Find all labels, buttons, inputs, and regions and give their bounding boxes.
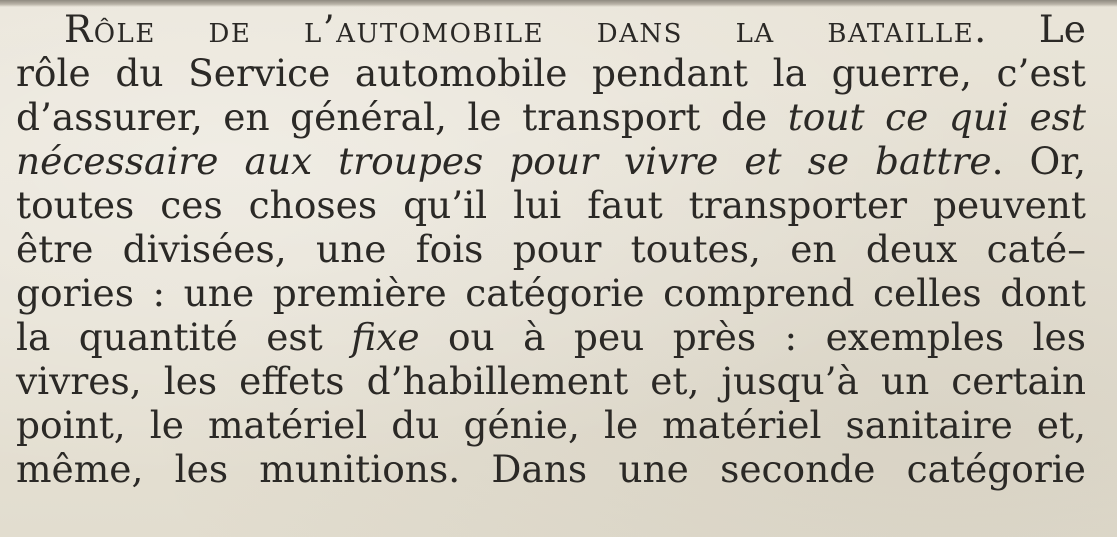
italic-segment: nécessaire aux troupes pour vivre et se battre (16, 139, 992, 183)
text-line-8 (16, 315, 1086, 359)
text-segment: toutes ces choses qu’il lui faut transporter peuvent (16, 183, 1086, 227)
text-segment: Le (987, 7, 1086, 51)
text-segment: la quantité est (16, 315, 352, 359)
text-line-6 (16, 227, 1086, 271)
text-segment: même, les munitions. Dans une seconde catégorie (16, 447, 1086, 491)
text-segment: d’assurer, en général, le transport de (16, 95, 788, 139)
text-segment: . Or, (991, 139, 1086, 183)
previous-line-edge (0, 0, 1117, 7)
text-line-11 (16, 447, 1086, 491)
text-line-7 (16, 271, 1086, 315)
italic-segment: tout ce qui est (787, 95, 1086, 139)
text-line-3 (16, 95, 1086, 139)
text-segment: vivres, les effets d’habillement et, jusqu’à un certain (16, 359, 1086, 403)
text-line-10 (16, 403, 1086, 447)
text-segment: rôle du Service automobile pendant la guerre, c’est (16, 51, 1086, 95)
text-segment: gories : une première catégorie comprend celles dont (16, 271, 1086, 315)
text-line-4 (16, 139, 1086, 183)
text-segment: point, le matériel du génie, le matériel sanitaire et, (16, 403, 1086, 447)
text-segment: ou à peu près : exemples les (419, 315, 1086, 359)
section-heading: Rôle de l’automobile dans la bataille. (64, 7, 988, 51)
text-line-9 (16, 359, 1086, 403)
italic-segment: fixe (351, 315, 420, 359)
text-line-1 (16, 7, 1086, 51)
text-line-5 (16, 183, 1086, 227)
text-line-2 (16, 51, 1086, 95)
text-segment: être divisées, une fois pour toutes, en deux caté– (16, 227, 1086, 271)
